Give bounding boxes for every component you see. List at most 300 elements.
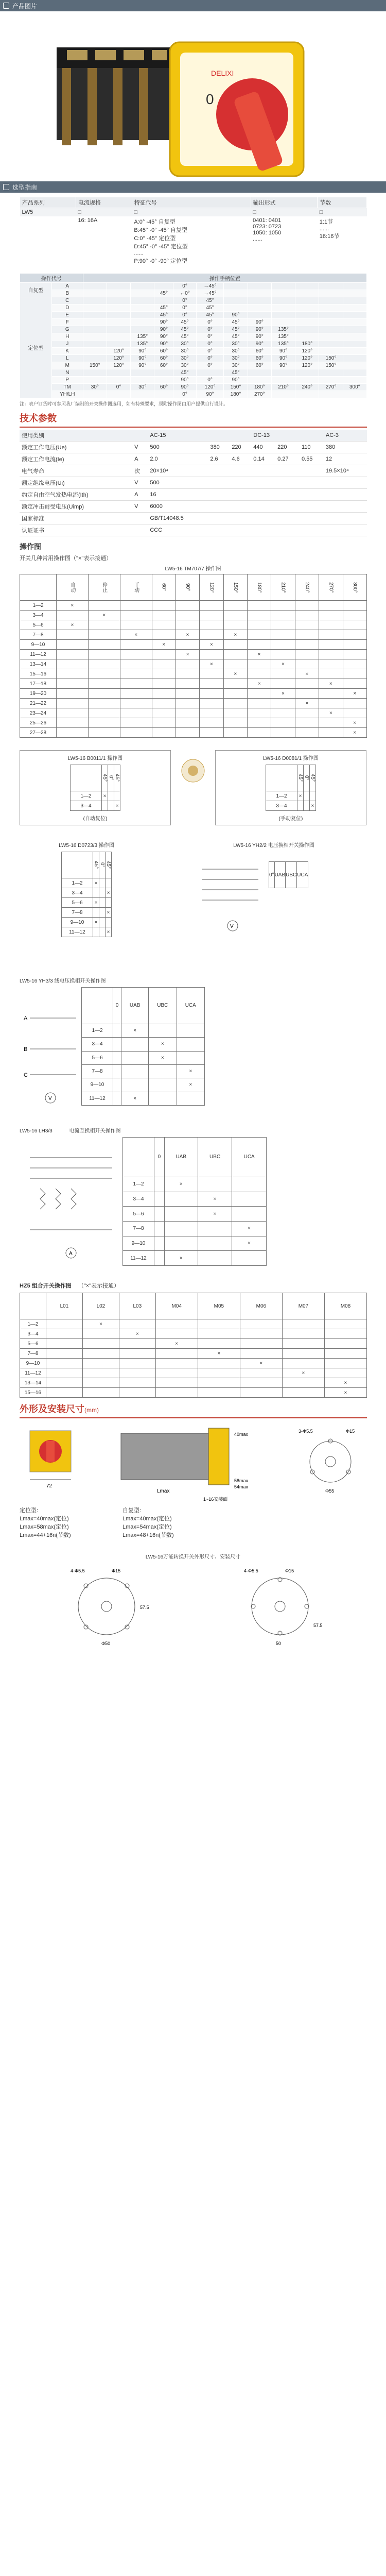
pos-cell: 60° (248, 355, 271, 362)
op-cell (106, 918, 112, 927)
op-cell (121, 1038, 149, 1051)
op-cell (155, 1368, 198, 1378)
pos-cell (83, 355, 107, 362)
op-cell (223, 699, 247, 708)
dim-phi15: Φ15 (346, 1429, 355, 1434)
op-cell (282, 1359, 324, 1368)
op3-left (20, 841, 153, 940)
op-cell (113, 1024, 121, 1037)
op-row (20, 611, 367, 620)
op-row (20, 620, 367, 630)
op-row-label: 3—4 (82, 1038, 113, 1051)
op-cell (198, 1368, 240, 1378)
op-cell (248, 718, 271, 728)
op-cell: × (114, 801, 120, 811)
tech-cell: 220 (275, 442, 300, 453)
op-cell (282, 1319, 324, 1329)
pos-cell: 90° (248, 333, 271, 341)
pos-cell (224, 283, 248, 290)
pos-cell (295, 297, 319, 304)
op-cell: × (149, 1038, 177, 1051)
op-cell: × (121, 1092, 149, 1105)
op-cell (232, 1207, 267, 1222)
pos-cell: 0° (196, 319, 224, 326)
pos-cell (248, 369, 271, 377)
op-cell (152, 659, 176, 669)
pos-cell: 270° (248, 391, 271, 398)
op-cell (154, 1192, 165, 1207)
op-cell (57, 640, 89, 650)
selection-section-bar (0, 181, 386, 193)
tech-cell: V (132, 442, 148, 453)
op-cell (343, 650, 366, 659)
op-cell (113, 1051, 121, 1064)
op-cell (152, 689, 176, 699)
pos-cell: 135° (131, 333, 154, 341)
op-cell (198, 1319, 240, 1329)
op-row-label: 11—12 (20, 650, 57, 659)
op6-title-row (20, 1281, 366, 1290)
pos-cell: 270° (319, 384, 343, 391)
pos-cell (154, 283, 173, 290)
op-cell (295, 640, 319, 650)
op-cell (177, 1051, 204, 1064)
pos-cell: 90° (131, 348, 154, 355)
op-row-label: 7—8 (20, 630, 57, 640)
pos-cell (131, 377, 154, 384)
op-col-header: 45° (297, 765, 304, 791)
pos-cell (271, 297, 295, 304)
op-cell (223, 689, 247, 699)
pos-cell (154, 391, 173, 398)
op-col-header: UAB (121, 988, 149, 1024)
mounting-hole-drawing (294, 1426, 366, 1503)
pos-cell: 30° (173, 355, 196, 362)
pos-row (20, 283, 367, 290)
op5-title: LW5-16 LH3/3 (20, 1128, 52, 1134)
pos-code: B (51, 290, 83, 297)
op-cell (223, 718, 247, 728)
section-square-icon (3, 3, 9, 9)
op-cell: × (102, 791, 108, 801)
op-col-header: UAB (164, 1138, 198, 1177)
tech-row (20, 489, 367, 501)
tech-cell (251, 501, 275, 513)
op2-right (215, 750, 366, 825)
op-cell (99, 927, 106, 937)
op-cell (198, 1359, 240, 1368)
op-cell (223, 640, 247, 650)
op-row-label: 3—4 (71, 801, 102, 811)
op-cell (57, 728, 89, 738)
op-cell (46, 1359, 83, 1368)
op-cell (343, 601, 366, 611)
pos-cell (154, 297, 173, 304)
op-cell (120, 620, 152, 630)
op-cell: × (152, 640, 176, 650)
op-row (20, 669, 367, 679)
op-cell (102, 801, 108, 811)
pos-row (20, 348, 367, 355)
op-cell (176, 620, 199, 630)
tech-cell: 440 (251, 442, 275, 453)
op-cell: × (271, 689, 295, 699)
op-cell (121, 1064, 149, 1078)
op-row-label: 23—24 (20, 708, 57, 718)
pos-row (20, 369, 367, 377)
pos-cell (295, 312, 319, 319)
pos-cell (343, 377, 366, 384)
op-col-header: 45° (114, 765, 120, 791)
tech-cell: CCC (148, 524, 208, 536)
tech-cell (230, 465, 251, 477)
op-cell: × (164, 1177, 198, 1192)
op-cell (248, 659, 271, 669)
op-row-label: 5—6 (123, 1207, 154, 1222)
op-cell (154, 1221, 165, 1236)
section-item: 1:1节 (319, 219, 334, 225)
op-cell (319, 620, 343, 630)
dim-phi55: Φ55 (325, 1488, 335, 1494)
pos-cell (319, 290, 343, 297)
pos-cell: 210° (271, 384, 295, 391)
pos-cell (107, 377, 130, 384)
op-cell (88, 659, 120, 669)
tech-cell (324, 524, 367, 536)
op-cell: × (248, 679, 271, 689)
op-row (82, 1092, 205, 1105)
op-cell (319, 699, 343, 708)
tech-cell: 380 (324, 442, 367, 453)
op-cell (248, 630, 271, 640)
op-cell (295, 650, 319, 659)
op-cell (271, 630, 295, 640)
op-row (62, 927, 112, 937)
op-cell: × (240, 1359, 282, 1368)
dim-label: Lmax=54max(定位) (122, 1524, 172, 1530)
op-cell (82, 1368, 119, 1378)
pos-cell (248, 290, 271, 297)
op-cell (164, 1192, 198, 1207)
op-cell (113, 1038, 121, 1051)
pos-cell: 150° (83, 362, 107, 369)
pos-code: M (51, 362, 83, 369)
pos-cell: 30° (224, 362, 248, 369)
pos-cell (319, 348, 343, 355)
op-cell (152, 708, 176, 718)
op-cell (152, 679, 176, 689)
op-cell (149, 1064, 177, 1078)
pos-cell (131, 312, 154, 319)
op-cell (200, 728, 223, 738)
op3-section (0, 841, 386, 940)
pos-cell: 120° (107, 348, 130, 355)
op-cell: × (319, 708, 343, 718)
op4-section (0, 976, 386, 1106)
op-cell (176, 699, 199, 708)
pos-cell: 120° (196, 384, 224, 391)
op-cell (155, 1329, 198, 1339)
tech-cell: 500 (148, 477, 208, 489)
op-cell (88, 650, 120, 659)
op-cell: × (271, 659, 295, 669)
tech-cell: 2.0 (148, 453, 208, 465)
pos-cell: 60° (154, 384, 173, 391)
pos-cell (343, 326, 366, 333)
op-cell (154, 1251, 165, 1266)
tech-title: 技术参数 (20, 413, 57, 423)
pos-cell: 180° (248, 384, 271, 391)
op-cell (154, 1177, 165, 1192)
op-cell (176, 708, 199, 718)
series-box: □ (253, 209, 256, 215)
op-row-label: 13—14 (20, 1378, 46, 1388)
output-list (251, 216, 318, 266)
header-output: 输出形式 (251, 197, 318, 208)
op-cell (223, 728, 247, 738)
mount-pattern-a (55, 1565, 158, 1648)
op-col-header: 240° (295, 574, 319, 601)
pos-code: P (51, 377, 83, 384)
op-row (62, 918, 112, 927)
op-cell (240, 1388, 282, 1398)
op-cell (120, 689, 152, 699)
dim-underline (20, 1417, 367, 1418)
op-row (62, 908, 112, 918)
op-cell (176, 728, 199, 738)
section-list (318, 216, 367, 266)
op-cell (82, 1388, 119, 1398)
op-cell (240, 1378, 282, 1388)
op-cell (114, 791, 120, 801)
op-cell (82, 1329, 119, 1339)
op-cell (88, 699, 120, 708)
op-cell (319, 728, 343, 738)
op-cell (120, 679, 152, 689)
tech-cell: 19.5×10⁴ (324, 465, 367, 477)
op5-table (122, 1137, 267, 1266)
tech-cell: 电气寿命 (20, 465, 132, 477)
op-col-header: M05 (198, 1293, 240, 1319)
pos-cell (271, 304, 295, 312)
pos-cell (224, 297, 248, 304)
pos-cell (271, 283, 295, 290)
op-row (20, 1378, 367, 1388)
dim-labels-positional (20, 1506, 122, 1539)
pos-cell: 60° (154, 348, 173, 355)
op-row-label: 7—8 (82, 1064, 113, 1078)
pos-cell (107, 341, 130, 348)
op-cell: × (198, 1349, 240, 1359)
output-item: 0723: 0723 (253, 224, 282, 230)
op-cell (271, 679, 295, 689)
op-cell (152, 611, 176, 620)
tech-cell (275, 513, 300, 524)
pos-cell: 120° (107, 362, 130, 369)
op2-right-title: LW5-16 D0081/1 操作图 (263, 756, 319, 761)
mount-a-center: Φ15 (111, 1568, 120, 1573)
op-cell (343, 699, 366, 708)
tech-cell (230, 489, 251, 501)
pos-cell: 0° (196, 362, 224, 369)
op-cell (113, 1078, 121, 1092)
op-cell (88, 601, 120, 611)
op-cell (155, 1319, 198, 1329)
op-row-label: 7—8 (62, 908, 93, 918)
op-row (62, 878, 112, 888)
op-row-label: 3—4 (62, 888, 93, 898)
pos-cell: 150° (319, 362, 343, 369)
pos-cell: 0° (196, 355, 224, 362)
dim-unit: (mm) (84, 1406, 99, 1414)
op-row-label: 19—20 (20, 689, 57, 699)
pos-cell: 180° (295, 341, 319, 348)
pos-cell (295, 290, 319, 297)
op-row (62, 898, 112, 908)
op5-wiring-diagram (20, 1137, 122, 1266)
pos-cell (248, 297, 271, 304)
op-cell (200, 689, 223, 699)
op-col-header: 180° (248, 574, 271, 601)
op-row (82, 1038, 205, 1051)
side-view-drawing (111, 1426, 265, 1503)
dim-title-row (20, 1402, 366, 1415)
pos-cell: 90° (173, 377, 196, 384)
tech-cell (251, 465, 275, 477)
op-cell (120, 718, 152, 728)
op-cell (152, 620, 176, 630)
op-cell (343, 611, 366, 620)
pos-cell (131, 326, 154, 333)
op2-section (0, 750, 386, 825)
pos-cell (131, 391, 154, 398)
op-col-header: UBC (149, 988, 177, 1024)
op-cell (200, 630, 223, 640)
op-cell (57, 689, 89, 699)
op-cell (198, 1339, 240, 1349)
op3-right-title: LW5-16 YH2/2 电压换相开关操作图 (233, 843, 314, 849)
handle-position-table (20, 273, 367, 398)
op-cell (93, 927, 99, 937)
feature-item: P:90° -0° -90° 定位型 (134, 258, 188, 264)
pos-cell (319, 304, 343, 312)
pos-note: 注：表户订货时可参照我厂编制的开关操作图选用，如有特殊要求，须附操作图由用户提供自行设计。 (20, 401, 229, 406)
op-cell (88, 630, 120, 640)
pos-cell (271, 312, 295, 319)
op-row (20, 699, 367, 708)
op-cell (319, 689, 343, 699)
op-col-header: 0 (113, 988, 121, 1024)
pos-cell (107, 290, 130, 297)
op-cell (82, 1359, 119, 1368)
op-row-label: 5—6 (82, 1051, 113, 1064)
tech-cell (208, 477, 230, 489)
pos-cell (83, 283, 107, 290)
tech-cell (208, 465, 230, 477)
pos-cell (295, 319, 319, 326)
pos-cell: 30° (173, 341, 196, 348)
dim-labels-return (122, 1506, 225, 1539)
op-cell (88, 718, 120, 728)
op2r-corner (266, 765, 297, 791)
tech-cell (275, 465, 300, 477)
op-cell (295, 718, 319, 728)
op-col-header: 停止 (88, 574, 120, 601)
pos-cell: 0° (173, 304, 196, 312)
op-row (20, 708, 367, 718)
pos-cell (343, 290, 366, 297)
op-cell (164, 1221, 198, 1236)
op-cell (154, 1236, 165, 1251)
op-cell (46, 1368, 83, 1378)
pos-cell (107, 312, 130, 319)
op-cell (82, 1349, 119, 1359)
op-row (123, 1221, 267, 1236)
tech-cell: A (132, 489, 148, 501)
op-cell (149, 1078, 177, 1092)
pos-cell: 120° (107, 355, 130, 362)
op-cell: × (200, 659, 223, 669)
pos-cell: 135° (271, 326, 295, 333)
op-cell (119, 1368, 155, 1378)
op-row-label: 7—8 (20, 1349, 46, 1359)
op-cell: × (223, 669, 247, 679)
pos-cell: 45° (154, 304, 173, 312)
pos-cell: 0° (196, 333, 224, 341)
op-col-header: 45° (106, 852, 112, 878)
pos-cell: 120° (295, 355, 319, 362)
op-col-header: UCA (232, 1138, 267, 1177)
pos-cell: 60° (154, 355, 173, 362)
pos-cell (248, 304, 271, 312)
op-cell (271, 640, 295, 650)
op-cell (121, 1078, 149, 1092)
op-col-header: 自动 (57, 574, 89, 601)
pos-cell (343, 312, 366, 319)
op-cell (248, 620, 271, 630)
op-col-header: 0 (154, 1138, 165, 1177)
header-series: 产品系列 (20, 197, 76, 208)
op-cell (176, 611, 199, 620)
op-row (266, 791, 316, 801)
tech-cell: 20×10⁴ (148, 465, 208, 477)
op-row-label: 11—12 (82, 1092, 113, 1105)
pos-cell: 0° (196, 377, 224, 384)
pos-cell (83, 297, 107, 304)
op-cell: × (310, 801, 316, 811)
pos-code: H (51, 333, 83, 341)
op-col-header: 60° (152, 574, 176, 601)
pos-cell (295, 283, 319, 290)
pos-cell (107, 297, 130, 304)
empty-cell (20, 216, 76, 266)
pos-row (20, 333, 367, 341)
tech-row (20, 465, 367, 477)
op-cell (57, 718, 89, 728)
op-cell (295, 728, 319, 738)
pos-cell (131, 319, 154, 326)
pos-code: G (51, 326, 83, 333)
pos-cell (319, 283, 343, 290)
op-row (20, 718, 367, 728)
pos-row (20, 384, 367, 391)
op-cell: × (343, 728, 366, 738)
tech-cell: 额定工作电流(Ie) (20, 453, 132, 465)
pos-cell (319, 297, 343, 304)
op-cell (223, 620, 247, 630)
op-cell (200, 620, 223, 630)
op-cell (271, 611, 295, 620)
